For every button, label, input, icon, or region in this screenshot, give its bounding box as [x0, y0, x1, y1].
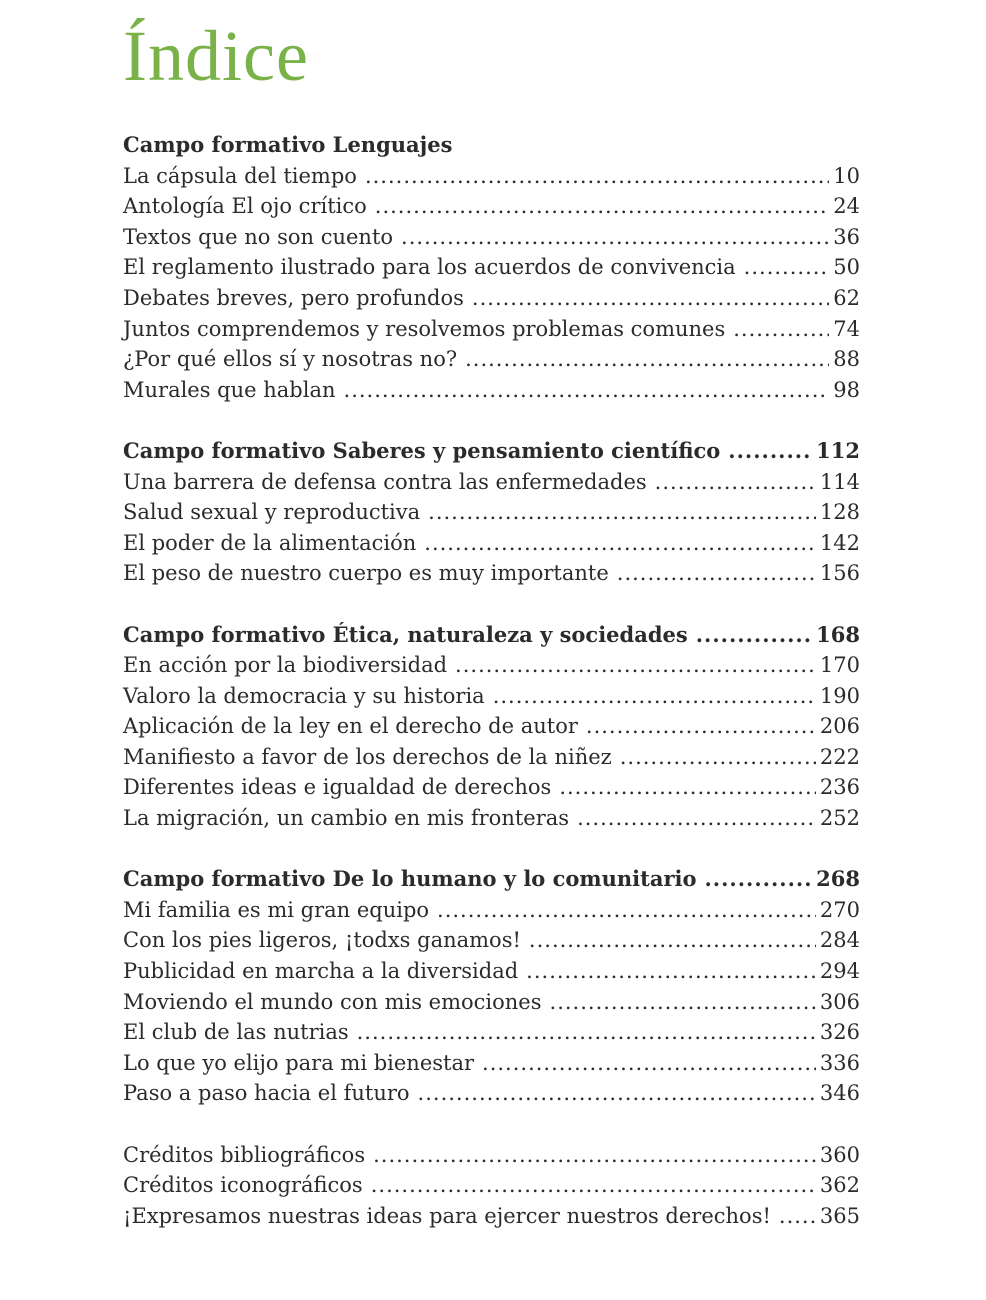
toc-entry-label: Murales que hablan — [123, 377, 336, 402]
dot-leader — [465, 344, 829, 375]
toc-entry-page-number: 252 — [819, 806, 860, 831]
section-page-number: 268 — [816, 866, 860, 892]
toc-entry-page-number: 190 — [819, 683, 860, 708]
toc-entry-page-number: 114 — [819, 469, 860, 494]
dot-leader — [529, 925, 816, 956]
toc-entry[interactable] — [123, 772, 860, 803]
toc-entry[interactable] — [123, 344, 860, 375]
dot-leader — [550, 987, 816, 1018]
toc-entry[interactable] — [123, 528, 860, 559]
toc-entry-page-number: 306 — [819, 989, 860, 1014]
toc-section — [123, 620, 860, 834]
dot-leader — [493, 681, 816, 712]
toc-entry[interactable] — [123, 467, 860, 498]
toc-entry-label: La migración, un cambio en mis fronteras — [123, 806, 570, 831]
section-heading[interactable] — [123, 864, 860, 895]
dot-leader — [559, 772, 816, 803]
dot-leader — [705, 864, 813, 895]
toc-entry-page-number: 36 — [833, 224, 860, 249]
table-of-contents — [123, 130, 860, 1231]
dot-leader — [365, 161, 829, 192]
section-page-number: 112 — [816, 437, 860, 463]
toc-entry[interactable] — [123, 742, 860, 773]
toc-entry-label: Paso a paso hacia el futuro — [123, 1081, 410, 1106]
toc-entry-label: Diferentes ideas e igualdad de derechos — [123, 775, 552, 800]
toc-entry[interactable] — [123, 1201, 860, 1232]
dot-leader — [371, 1170, 816, 1201]
toc-entry-label: Una barrera de defensa contra las enfermedades — [123, 469, 647, 494]
toc-entry[interactable] — [123, 925, 860, 956]
dot-leader — [472, 283, 829, 314]
toc-entry-label: Publicidad en marcha a la diversidad — [123, 959, 519, 984]
toc-entry-label: Salud sexual y reproductiva — [123, 500, 421, 525]
toc-entry-label: Valoro la democracia y su historia — [123, 683, 485, 708]
dot-leader — [455, 650, 816, 681]
page-title: Índice — [123, 16, 309, 96]
dot-leader — [526, 956, 816, 987]
toc-entry[interactable] — [123, 314, 860, 345]
dot-leader — [586, 711, 816, 742]
dot-leader — [617, 558, 816, 589]
toc-entry[interactable] — [123, 1048, 860, 1079]
toc-entry[interactable] — [123, 650, 860, 681]
dot-leader — [696, 620, 812, 651]
toc-entry-label: En acción por la biodiversidad — [123, 653, 448, 678]
toc-entry[interactable] — [123, 1078, 860, 1109]
toc-entry-page-number: 156 — [819, 561, 860, 586]
dot-leader — [728, 436, 812, 467]
index-page — [123, 16, 860, 1231]
toc-entry[interactable] — [123, 956, 860, 987]
dot-leader — [418, 1078, 816, 1109]
section-heading-label: Campo formativo Lenguajes — [123, 132, 453, 157]
toc-entry[interactable] — [123, 191, 860, 222]
toc-entry[interactable] — [123, 803, 860, 834]
toc-entry-label: ¡Expresamos nuestras ideas para ejercer nuestros derechos! — [123, 1203, 771, 1228]
dot-leader — [577, 803, 816, 834]
toc-section — [123, 130, 860, 405]
toc-entry-label: Lo que yo elijo para mi bienestar — [123, 1050, 475, 1075]
toc-entry-label: Créditos iconográficos — [123, 1173, 363, 1198]
toc-entry[interactable] — [123, 711, 860, 742]
dot-leader — [733, 314, 829, 345]
toc-entry[interactable] — [123, 558, 860, 589]
toc-entry-label: Textos que no son cuento — [123, 224, 394, 249]
toc-entry-page-number: 128 — [819, 500, 860, 525]
toc-entry-page-number: 170 — [819, 653, 860, 678]
dot-leader — [779, 1201, 816, 1232]
section-heading-label: Campo formativo Saberes y pensamiento científico — [123, 437, 721, 463]
toc-entry[interactable] — [123, 222, 860, 253]
toc-entry-page-number: 62 — [833, 285, 860, 310]
toc-entry-label: Con los pies ligeros, ¡todxs ganamos! — [123, 928, 521, 953]
toc-entry-label: La cápsula del tiempo — [123, 163, 357, 188]
toc-entry-page-number: 88 — [833, 347, 860, 372]
dot-leader — [482, 1048, 816, 1079]
toc-entry-label: Aplicación de la ley en el derecho de autor — [123, 714, 578, 739]
dot-leader — [744, 252, 830, 283]
dot-leader — [428, 497, 816, 528]
toc-entry-label: Debates breves, pero profundos — [123, 285, 464, 310]
toc-entry[interactable] — [123, 283, 860, 314]
toc-entry-page-number: 24 — [833, 194, 860, 219]
toc-entry-label: El poder de la alimentación — [123, 530, 417, 555]
toc-entry-label: Mi familia es mi gran equipo — [123, 897, 430, 922]
toc-entry[interactable] — [123, 895, 860, 926]
section-page-number: 168 — [816, 621, 860, 647]
dot-leader — [344, 375, 830, 406]
dot-leader — [424, 528, 816, 559]
toc-entry-page-number: 336 — [819, 1050, 860, 1075]
toc-entry-page-number: 294 — [819, 959, 860, 984]
dot-leader — [357, 1017, 816, 1048]
toc-entry-page-number: 74 — [833, 316, 860, 341]
toc-entry-page-number: 360 — [819, 1142, 860, 1167]
toc-entry[interactable] — [123, 497, 860, 528]
toc-entry-label: El reglamento ilustrado para los acuerdos de convivencia — [123, 255, 736, 280]
toc-entry-page-number: 284 — [819, 928, 860, 953]
toc-entry-label: Moviendo el mundo con mis emociones — [123, 989, 542, 1014]
dot-leader — [655, 467, 816, 498]
toc-entry-page-number: 10 — [833, 163, 860, 188]
toc-section — [123, 864, 860, 1109]
toc-entry[interactable] — [123, 987, 860, 1018]
section-heading[interactable] — [123, 130, 860, 161]
toc-entry-page-number: 326 — [819, 1020, 860, 1045]
toc-entry-label: Créditos bibliográficos — [123, 1142, 366, 1167]
dot-leader — [401, 222, 829, 253]
toc-entry-page-number: 362 — [819, 1173, 860, 1198]
toc-section — [123, 436, 860, 589]
dot-leader — [373, 1140, 816, 1171]
toc-entry-page-number: 222 — [819, 744, 860, 769]
toc-entry-label: Manifiesto a favor de los derechos de la niñez — [123, 744, 612, 769]
toc-entry-label: Antología El ojo crítico — [123, 194, 367, 219]
toc-entry-page-number: 142 — [819, 530, 860, 555]
section-heading[interactable] — [123, 620, 860, 651]
toc-entry-page-number: 206 — [819, 714, 860, 739]
toc-entry-page-number: 365 — [819, 1203, 860, 1228]
toc-entry-page-number: 50 — [833, 255, 860, 280]
toc-entry-label: El club de las nutrias — [123, 1020, 349, 1045]
toc-entry-page-number: 98 — [833, 377, 860, 402]
section-heading-label: Campo formativo De lo humano y lo comunitario — [123, 866, 697, 892]
toc-entry-label: Juntos comprendemos y resolvemos problemas comunes — [123, 316, 726, 341]
toc-entry-page-number: 236 — [819, 775, 860, 800]
toc-entry-label: ¿Por qué ellos sí y nosotras no? — [123, 347, 458, 372]
toc-entry[interactable] — [123, 252, 860, 283]
toc-section — [123, 1140, 860, 1232]
section-heading-label: Campo formativo Ética, naturaleza y sociedades — [123, 621, 688, 647]
toc-entry-page-number: 346 — [819, 1081, 860, 1106]
toc-entry[interactable] — [123, 375, 860, 406]
toc-entry-label: El peso de nuestro cuerpo es muy importante — [123, 561, 609, 586]
dot-leader — [375, 191, 830, 222]
toc-entry[interactable] — [123, 161, 860, 192]
toc-entry[interactable] — [123, 1017, 860, 1048]
section-heading[interactable] — [123, 436, 860, 467]
dot-leader — [620, 742, 816, 773]
dot-leader — [437, 895, 816, 926]
toc-entry-page-number: 270 — [819, 897, 860, 922]
toc-entry[interactable] — [123, 1170, 860, 1201]
toc-entry[interactable] — [123, 1140, 860, 1171]
toc-entry[interactable] — [123, 681, 860, 712]
